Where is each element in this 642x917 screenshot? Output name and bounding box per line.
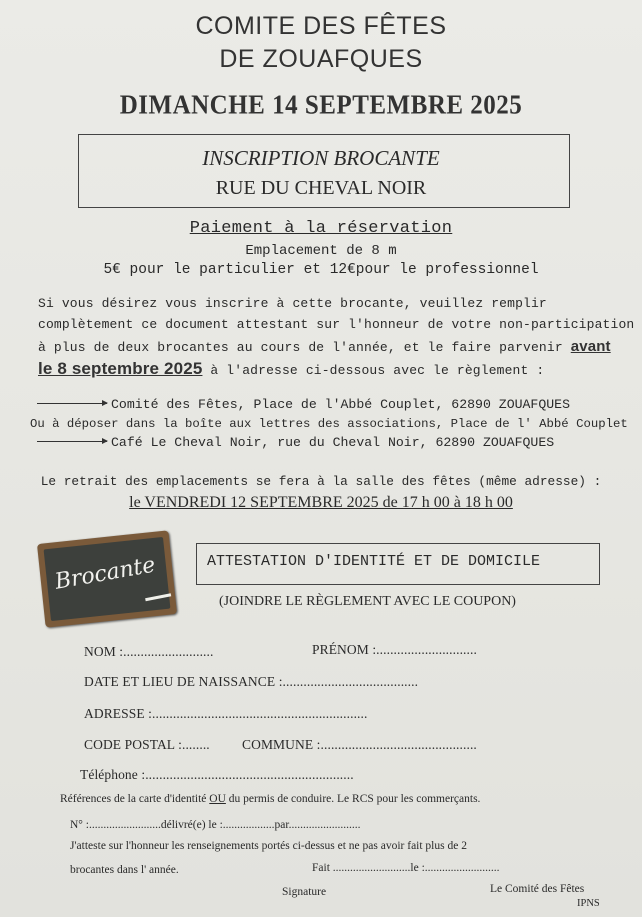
- references-line: [60, 793, 480, 805]
- code-postal-field[interactable]: CODE POSTAL :........: [84, 737, 210, 752]
- intro-line3: [38, 338, 611, 355]
- references-text-a: Références de la carte d'identité: [60, 793, 207, 805]
- nom-field[interactable]: NOM :..........................: [84, 644, 214, 659]
- address-2: [37, 435, 554, 450]
- payment-heading: Paiement à la réservation: [189, 219, 453, 238]
- commune-field[interactable]: COMMUNE :.............................................: [242, 737, 477, 752]
- header-title-line1: COMITE DES FÊTES: [195, 12, 447, 40]
- header-title-line2: DE ZOUAFQUES: [219, 45, 423, 73]
- intro-line1: Si vous désirez vous inscrire à cette brocante, veuillez remplir: [38, 296, 547, 311]
- signature-label: Signature: [282, 886, 327, 898]
- ipns-label: IPNS: [577, 898, 600, 909]
- payment-spot: Emplacement de 8 m: [245, 243, 397, 259]
- references-text-b: du permis de conduire. Le RCS pour les commerçants.: [228, 793, 481, 805]
- intro-line4-text: à l'adresse ci-dessous avec le règlement :: [210, 363, 545, 378]
- address-1: [37, 397, 570, 412]
- brocante-sign-image: [37, 530, 177, 627]
- date-lieu-field[interactable]: DATE ET LIEU DE NAISSANCE :.......................................: [84, 674, 419, 689]
- inscription-title: INSCRIPTION BROCANTE: [202, 146, 440, 170]
- intro-line3-text: à plus de deux brocantes au cours de l'année, et le faire parvenir: [38, 340, 563, 355]
- adresse-field[interactable]: ADRESSE :..............................................................: [84, 706, 368, 721]
- brocante-sign-text: Brocante: [53, 552, 158, 595]
- references-ou: OU: [209, 793, 226, 805]
- address-2-text: Café Le Cheval Noir, rue du Cheval Noir, 62890 ZOUAFQUES: [111, 435, 555, 450]
- chalkboard: [44, 537, 171, 621]
- comite-signature: Le Comité des Fêtes: [490, 883, 585, 895]
- telephone-field[interactable]: Téléphone :............................................................: [80, 767, 354, 782]
- attestation-title: ATTESTATION D'IDENTITÉ ET DE DOMICILE: [207, 553, 541, 570]
- deposit-line: Ou à déposer dans la boîte aux lettres des associations, Place de l' Abbé Couplet: [30, 417, 628, 431]
- intro-line2: complètement ce document attestant sur l'honneur de votre non-participation: [38, 317, 635, 332]
- intro-line4: [38, 359, 544, 379]
- retrait-line2: le VENDREDI 12 SEPTEMBRE 2025 de 17 h 00 à 18 h 00: [129, 494, 513, 511]
- prenom-field[interactable]: PRÉNOM :.............................: [312, 642, 477, 657]
- deadline-date: le 8 septembre 2025: [38, 359, 203, 378]
- address-1-text: Comité des Fêtes, Place de l'Abbé Couplet, 62890 ZOUAFQUES: [111, 397, 570, 412]
- retrait-line1: Le retrait des emplacements se fera à la salle des fêtes (même adresse) :: [40, 474, 602, 489]
- event-date: DIMANCHE 14 SEPTEMBRE 2025: [119, 90, 523, 121]
- id-number-field[interactable]: N° :.........................délivré(e) le :..................par.........................: [70, 819, 361, 831]
- intro-avant: avant: [570, 338, 611, 355]
- attestation-line2: brocantes dans l' année.: [70, 864, 179, 876]
- arrow-icon: [37, 441, 107, 442]
- attestation-line1: J'atteste sur l'honneur les renseignements portés ci-dessus et ne pas avoir fait plus de 2: [70, 840, 467, 852]
- fait-field[interactable]: Fait ...........................le :..........................: [312, 862, 500, 874]
- inscription-street: RUE DU CHEVAL NOIR: [215, 177, 427, 199]
- chalk-underline: [145, 593, 171, 601]
- payment-prices: 5€ pour le particulier et 12€pour le professionnel: [103, 262, 539, 278]
- arrow-icon: [37, 403, 107, 404]
- attestation-note: (JOINDRE LE RÈGLEMENT AVEC LE COUPON): [219, 594, 516, 609]
